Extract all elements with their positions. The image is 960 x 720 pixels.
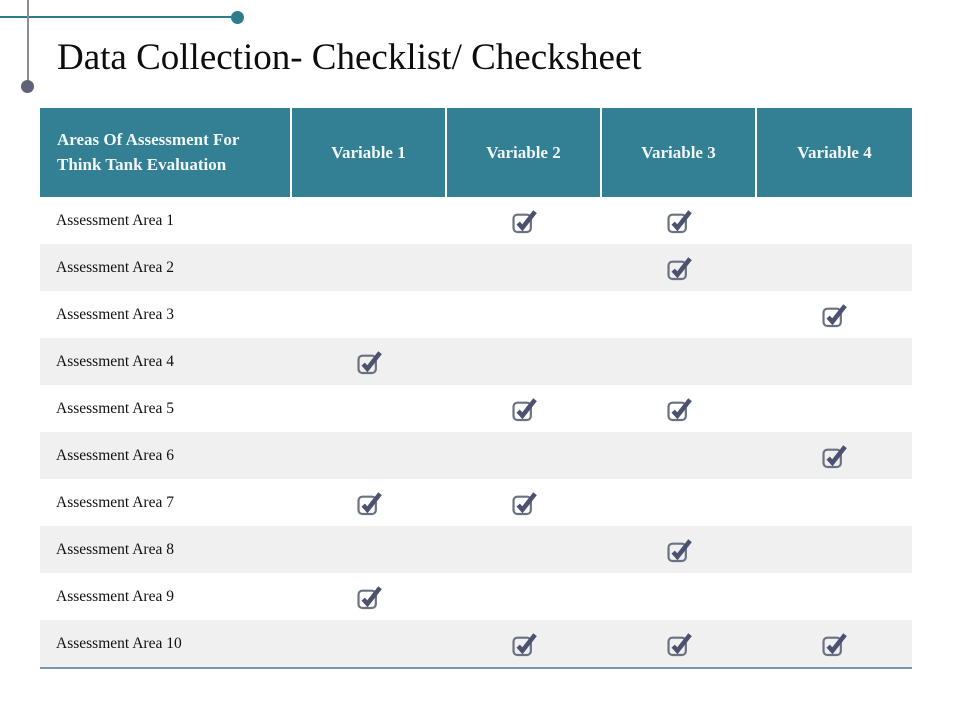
row-label: Assessment Area 4 <box>56 352 174 370</box>
checkbox-cell <box>292 584 447 610</box>
table-row <box>40 291 912 338</box>
checked-checkbox-icon[interactable] <box>511 396 538 422</box>
table-header-row <box>40 108 912 197</box>
column-header-variable-4: Variable 4 <box>797 142 872 162</box>
row-label: Assessment Area 3 <box>56 305 174 323</box>
checkbox-cell <box>757 443 912 469</box>
table-row <box>40 244 912 291</box>
accent-teal-dot <box>231 11 244 24</box>
checked-checkbox-icon[interactable] <box>666 537 693 563</box>
checked-checkbox-icon[interactable] <box>666 255 693 281</box>
column-header-variable-1: Variable 1 <box>292 108 447 197</box>
row-label: Assessment Area 10 <box>56 634 182 652</box>
checked-checkbox-icon[interactable] <box>356 490 383 516</box>
row-label: Assessment Area 1 <box>56 211 174 229</box>
table-row <box>40 197 912 244</box>
checked-checkbox-icon[interactable] <box>821 302 848 328</box>
checked-checkbox-icon[interactable] <box>666 208 693 234</box>
checked-checkbox-icon[interactable] <box>666 631 693 657</box>
table-row <box>40 526 912 573</box>
table-row <box>40 620 912 667</box>
page-title: Data Collection- Checklist/ Checksheet <box>57 37 642 78</box>
accent-horizontal-line <box>0 16 233 18</box>
checked-checkbox-icon[interactable] <box>511 631 538 657</box>
checkbox-cell <box>602 631 757 657</box>
column-header-variable-2: Variable 2 <box>447 108 602 197</box>
row-label: Assessment Area 8 <box>56 540 174 558</box>
checkbox-cell <box>602 208 757 234</box>
checkbox-cell <box>292 490 447 516</box>
checked-checkbox-icon[interactable] <box>356 349 383 375</box>
checklist-table <box>40 108 912 669</box>
column-header-variable-3: Variable 3 <box>602 108 757 197</box>
checkbox-cell <box>602 255 757 281</box>
row-label: Assessment Area 7 <box>56 493 174 511</box>
checked-checkbox-icon[interactable] <box>511 208 538 234</box>
table-row <box>40 573 912 620</box>
row-label: Assessment Area 2 <box>56 258 174 276</box>
row-label: Assessment Area 5 <box>56 399 174 417</box>
checkbox-cell <box>602 537 757 563</box>
table-row <box>40 432 912 479</box>
checked-checkbox-icon[interactable] <box>821 443 848 469</box>
accent-gray-dot <box>21 80 34 93</box>
checkbox-cell <box>757 302 912 328</box>
checked-checkbox-icon[interactable] <box>666 396 693 422</box>
checkbox-cell <box>292 349 447 375</box>
row-label: Assessment Area 6 <box>56 446 174 464</box>
column-header-areas: Areas Of Assessment For Think Tank Evaluation <box>40 108 292 197</box>
checkbox-cell <box>447 396 602 422</box>
checkbox-cell <box>447 631 602 657</box>
checkbox-cell <box>447 208 602 234</box>
table-row <box>40 338 912 385</box>
checked-checkbox-icon[interactable] <box>821 631 848 657</box>
checkbox-cell <box>447 490 602 516</box>
checkbox-cell <box>602 396 757 422</box>
table-row <box>40 385 912 432</box>
checked-checkbox-icon[interactable] <box>356 584 383 610</box>
table-row <box>40 479 912 526</box>
row-label: Assessment Area 9 <box>56 587 174 605</box>
checked-checkbox-icon[interactable] <box>511 490 538 516</box>
accent-vertical-line <box>27 0 29 84</box>
checkbox-cell <box>757 631 912 657</box>
